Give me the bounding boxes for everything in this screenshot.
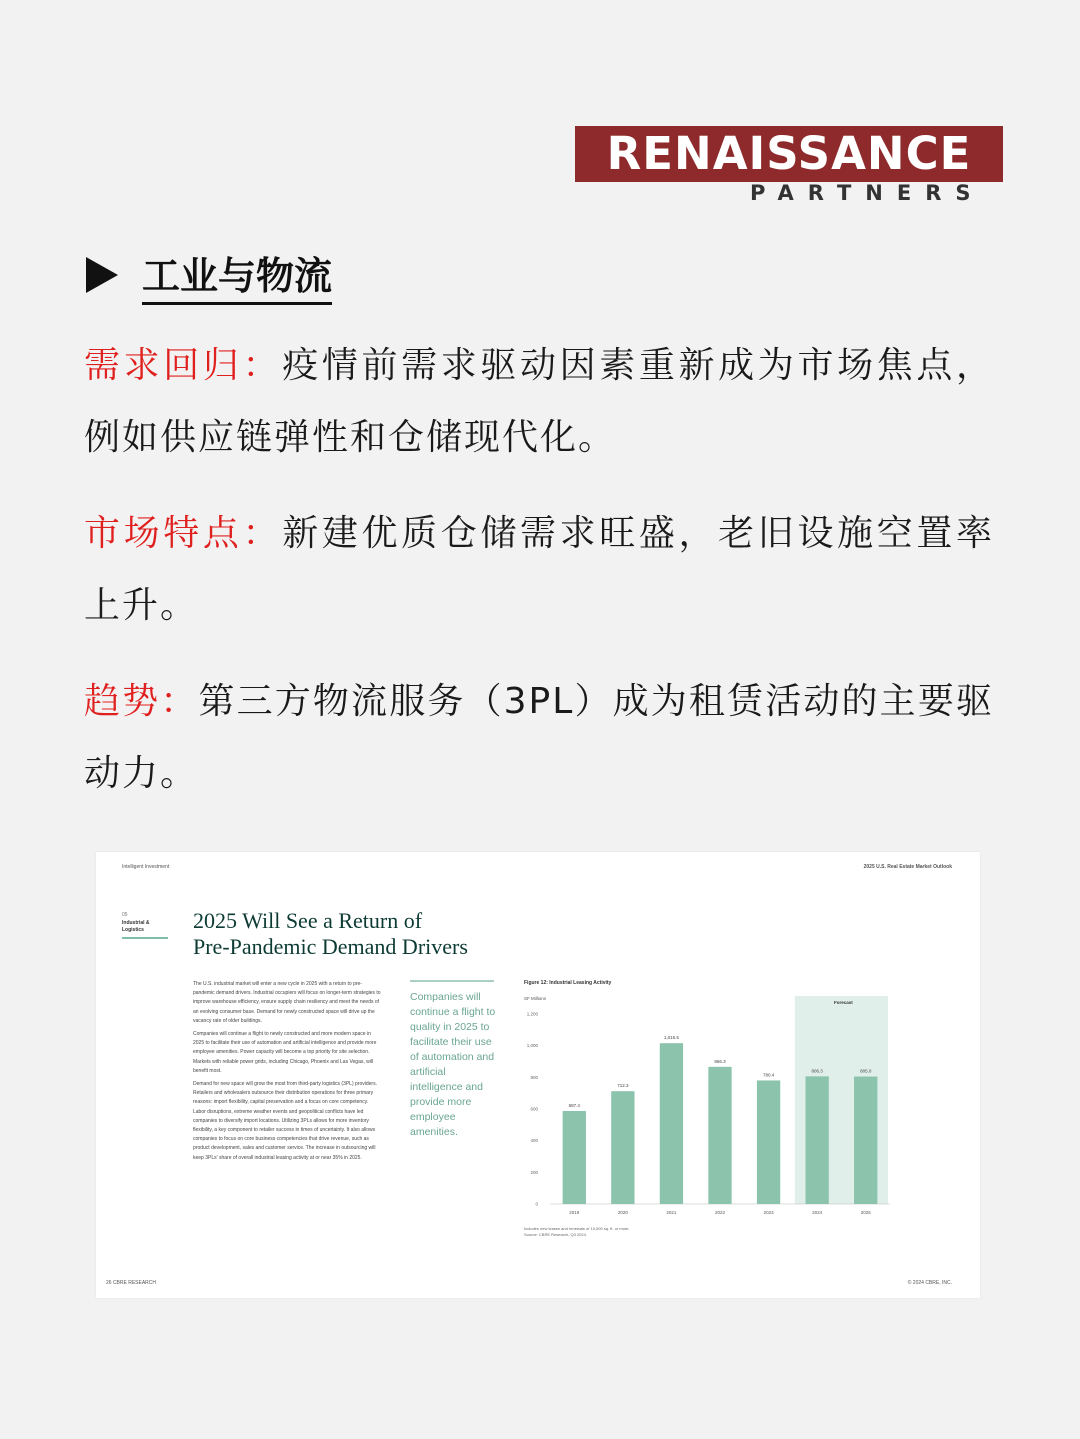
bar-2023	[757, 1080, 780, 1204]
bar-value-label: 587.4	[568, 1102, 580, 1108]
y-tick-label: 1,200	[526, 1011, 538, 1017]
forecast-label: Forecast	[833, 1000, 853, 1005]
chart-svg	[516, 976, 896, 1246]
bar-2022	[708, 1067, 731, 1204]
bar-value-label: 866.3	[714, 1058, 726, 1064]
paragraph-demand-return	[84, 330, 994, 474]
pull-quote-divider	[410, 980, 494, 982]
report-footer-right: © 2024 CBRE, INC.	[907, 1280, 952, 1286]
bar-value-label: 712.3	[617, 1083, 629, 1089]
play-triangle-icon	[86, 257, 118, 293]
report-section-number: 05	[122, 912, 128, 918]
report-body-paragraph: The U.S. industrial market will enter a new cycle in 2025 with a return to pre-pandemic demand drivers. Industrial occupiers will focus on longer-term strategies to improve warehouse efficiency, ensure supply chain resiliency and meet the needs of an evolving consumer base. Demand for newly constructed space will drive up the vacancy rate of older buildings.	[193, 981, 381, 1024]
section-heading	[86, 250, 332, 300]
section-title: 工业与物流	[142, 245, 332, 305]
y-tick-label: 600	[530, 1106, 538, 1112]
report-page-image	[96, 852, 980, 1298]
x-tick-label: 2021	[666, 1210, 677, 1215]
bar-value-label: 780.4	[762, 1072, 775, 1078]
paragraph-label: 市场特点：	[84, 513, 283, 554]
bar-value-label: 805.0	[860, 1068, 872, 1074]
report-section-divider	[122, 937, 168, 939]
report-body-paragraph: Companies will continue a flight to newly constructed and more modern space in 2025 to facilitate their use of automation and artificial intelligence and provide more employee amenities. Power capacity will become a top priority for site selection. Markets with reliable power grids, including Chicago, Phoenix and Las Vegas, will benefit most.	[193, 1031, 377, 1074]
bar-value-label: 1,015.5	[663, 1035, 679, 1041]
renaissance-partners-logo	[575, 126, 1005, 208]
report-title-line2: Pre-Pandemic Demand Drivers	[193, 934, 468, 959]
report-header-left: Intelligent Investment	[122, 864, 170, 870]
report-section-name: Industrial & Logistics	[122, 920, 150, 933]
paragraph-label: 需求回归：	[84, 345, 283, 386]
paragraph-text: 第三方物流服务（3PL）成为租赁活动的主要驱动力。	[84, 681, 994, 794]
bar-2020	[611, 1091, 634, 1204]
bar-2024	[805, 1076, 828, 1204]
bar-2021	[660, 1043, 683, 1204]
bar-2019	[563, 1111, 586, 1204]
report-title	[193, 908, 553, 960]
paragraph-text: 新建优质仓储需求旺盛，老旧设施空置率上升。	[84, 513, 994, 626]
bar-2025	[854, 1077, 877, 1204]
report-body	[193, 980, 381, 1167]
paragraph-trend	[84, 666, 994, 810]
bar-value-label: 806.3	[811, 1068, 823, 1074]
x-tick-label: 2020	[617, 1210, 628, 1215]
leasing-activity-chart	[516, 976, 896, 1246]
x-tick-label: 2019	[569, 1210, 580, 1215]
y-tick-label: 1,000	[526, 1043, 538, 1049]
chart-source: Source: CBRE Research, Q3 2024.	[524, 1232, 587, 1237]
y-tick-label: 0	[535, 1201, 538, 1207]
pull-quote: Companies will continue a flight to quality in 2025 to facilitate their use of automation and artificial intelligence and provide more employee amenities.	[410, 991, 496, 1138]
logo-wordmark: RENAISSANCE	[575, 126, 1003, 182]
report-footer-left: 26 CBRE RESEARCH	[106, 1280, 157, 1286]
paragraph-text: 疫情前需求驱动因素重新成为市场焦点，例如供应链弹性和仓储现代化。	[84, 345, 994, 458]
report-body-paragraph: Demand for new space will grow the most from third-party logistics (3PL) providers. Retailers and wholesalers outsource their distribution operations for three primary reasons: import flexibility, capital preservation and a focus on core competency. Labor disruptions, extreme weather events and geopolitical conflicts have led companies to diversify import locations. Utilizing 3PLs allows for more inventory flexibility, a key component to retailer success in times of uncertainty. It also allows companies to focus on core business competencies that drive revenue, such as product development, sales and customer service. The increase in outsourcing will keep 3PLs' share of overall industrial leasing activity at or near 35% in 2025.	[193, 1081, 377, 1161]
logo-subtitle: PARTNERS	[750, 181, 985, 205]
chart-note: Includes new leases and renewals of 10,000 sq. ft. or more.	[524, 1226, 630, 1231]
x-tick-label: 2023	[763, 1210, 774, 1215]
report-title-line1: 2025 Will See a Return of	[193, 908, 423, 933]
x-tick-label: 2024	[812, 1210, 823, 1215]
paragraph-label: 趋势：	[84, 681, 199, 722]
report-header-right: 2025 U.S. Real Estate Market Outlook	[863, 864, 952, 870]
y-tick-label: 800	[530, 1074, 538, 1080]
x-tick-label: 2022	[714, 1210, 726, 1215]
chart-ylabel: SF Millions	[524, 996, 547, 1001]
y-tick-label: 200	[530, 1169, 538, 1175]
y-tick-label: 400	[530, 1138, 538, 1144]
x-tick-label: 2025	[860, 1210, 871, 1215]
paragraph-market-features	[84, 498, 994, 642]
chart-title: Figure 12: Industrial Leasing Activity	[524, 980, 612, 986]
